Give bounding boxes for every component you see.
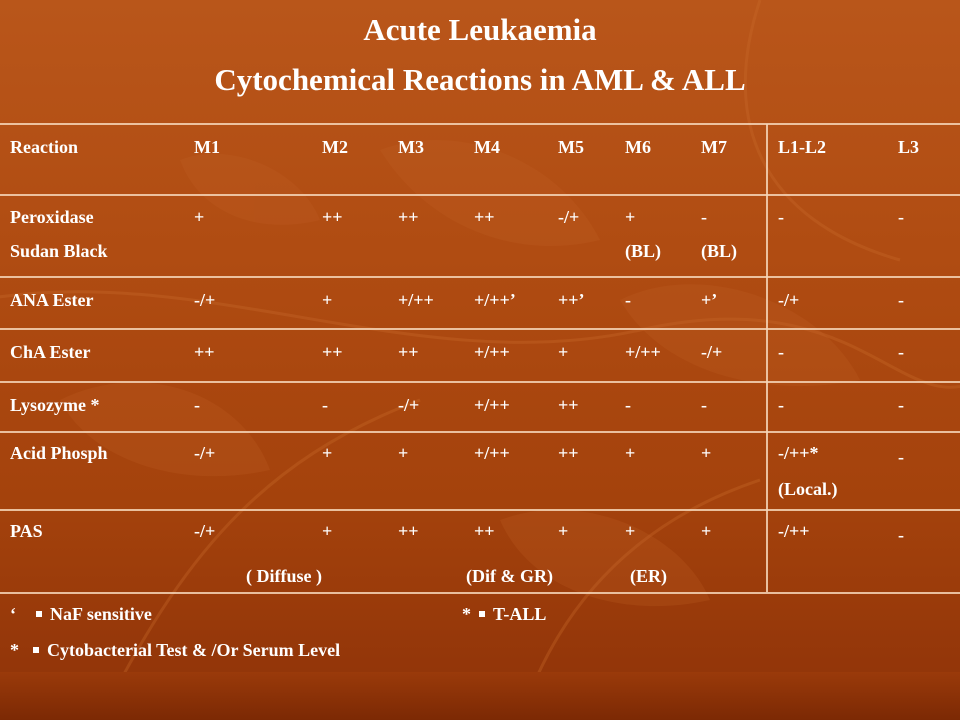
row-label: Lysozyme * — [10, 395, 100, 415]
table-cell: ++ — [398, 521, 419, 541]
table-cell: +/++’ — [474, 290, 516, 310]
table-cell: + — [322, 521, 333, 541]
header-m1: M1 — [194, 137, 220, 157]
table-cell: +/++ — [625, 342, 661, 362]
pas-sublabel-diffuse: ( Diffuse ) — [246, 566, 322, 586]
table-cell: - — [898, 395, 904, 415]
row-label: ChA Ester — [10, 342, 91, 362]
row-label: ANA Ester — [10, 290, 94, 310]
header-m3: M3 — [398, 137, 424, 157]
table-cell: + — [625, 443, 636, 463]
table-cell: + — [322, 443, 333, 463]
table-cell: -/+ — [194, 290, 216, 310]
pas-sublabel-dif-gr: (Dif & GR) — [466, 566, 553, 586]
header-reaction: Reaction — [10, 137, 78, 157]
table-cell: ++ — [398, 342, 419, 362]
header-l1-l2: L1-L2 — [778, 137, 827, 157]
header-l3: L3 — [898, 137, 920, 157]
table-cell: - — [701, 395, 707, 415]
footnote-mark: * — [10, 640, 19, 660]
slide-subtitle: Cytochemical Reactions in AML & ALL — [214, 62, 746, 97]
table-cell: - — [898, 447, 904, 467]
footnote-mark: ‘ — [10, 604, 16, 624]
header-m4: M4 — [474, 137, 500, 157]
bullet-icon — [479, 611, 485, 617]
table-cell: -/+ — [701, 342, 723, 362]
table-cell: +/++ — [474, 395, 510, 415]
table-cell: + — [558, 342, 569, 362]
table-cell: + — [701, 443, 712, 463]
table-cell: - — [898, 525, 904, 545]
table-cell: + — [701, 521, 712, 541]
table-cell: -/+ — [558, 207, 580, 227]
table-cell: - — [701, 207, 707, 227]
table-cell: -/++ — [778, 521, 810, 541]
table-cell: +’ — [701, 290, 718, 310]
header-m7: M7 — [701, 137, 727, 157]
footnote-tall — [462, 604, 546, 625]
footnote-cytobacterial — [10, 640, 340, 661]
header-m5: M5 — [558, 137, 584, 157]
table-cell: + — [194, 207, 205, 227]
table-cell: - — [778, 207, 784, 227]
slide-title: Acute Leukaemia — [363, 12, 597, 47]
table-cell: - — [898, 342, 904, 362]
table-cell: -/+ — [194, 521, 216, 541]
table-cell: +/++ — [474, 342, 510, 362]
table-cell: + — [625, 207, 636, 227]
row-label: Peroxidase — [10, 207, 94, 227]
table-cell: + — [322, 290, 333, 310]
pas-sublabel-er: (ER) — [630, 566, 667, 586]
footnote-naf — [10, 604, 152, 625]
table-cell: -/+ — [194, 443, 216, 463]
table-cell: ++ — [558, 395, 579, 415]
table-cell-note: (Local.) — [778, 479, 838, 499]
table-cell: - — [625, 395, 631, 415]
table-cell: + — [625, 521, 636, 541]
table-cell: ++ — [474, 521, 495, 541]
row-label: PAS — [10, 521, 43, 541]
header-m6: M6 — [625, 137, 651, 157]
table-cell: ++’ — [558, 290, 585, 310]
table-cell: - — [778, 395, 784, 415]
table-cell: +/++ — [398, 290, 434, 310]
table-cell: ++ — [194, 342, 215, 362]
table-cell: -/+ — [398, 395, 420, 415]
table-cell: ++ — [398, 207, 419, 227]
row-label: Acid Phosph — [10, 443, 108, 463]
header-m2: M2 — [322, 137, 348, 157]
table-cell: - — [898, 207, 904, 227]
table-cell: - — [322, 395, 328, 415]
table-cell: ++ — [474, 207, 495, 227]
table-cell: - — [898, 290, 904, 310]
table-cell: ++ — [558, 443, 579, 463]
row-label-secondary: Sudan Black — [10, 241, 108, 261]
table-cell: ++ — [322, 342, 343, 362]
table-cell: -/+ — [778, 290, 800, 310]
table-cell: - — [194, 395, 200, 415]
table-cell: +/++ — [474, 443, 510, 463]
bottom-band — [0, 672, 960, 720]
table-cell: -/++* — [778, 443, 819, 463]
table-cell: - — [625, 290, 631, 310]
bullet-icon — [33, 647, 39, 653]
table-cell: - — [778, 342, 784, 362]
footnote-mark: * — [462, 604, 471, 624]
table-cell: + — [558, 521, 569, 541]
table-cell-note: (BL) — [625, 241, 661, 261]
bullet-icon — [36, 611, 42, 617]
table-cell: + — [398, 443, 409, 463]
table-cell: ++ — [322, 207, 343, 227]
table-cell-note: (BL) — [701, 241, 737, 261]
footnote-text: Cytobacterial Test & /Or Serum Level — [47, 640, 341, 660]
footnote-text: T-ALL — [493, 604, 547, 624]
footnote-text: NaF sensitive — [50, 604, 152, 624]
